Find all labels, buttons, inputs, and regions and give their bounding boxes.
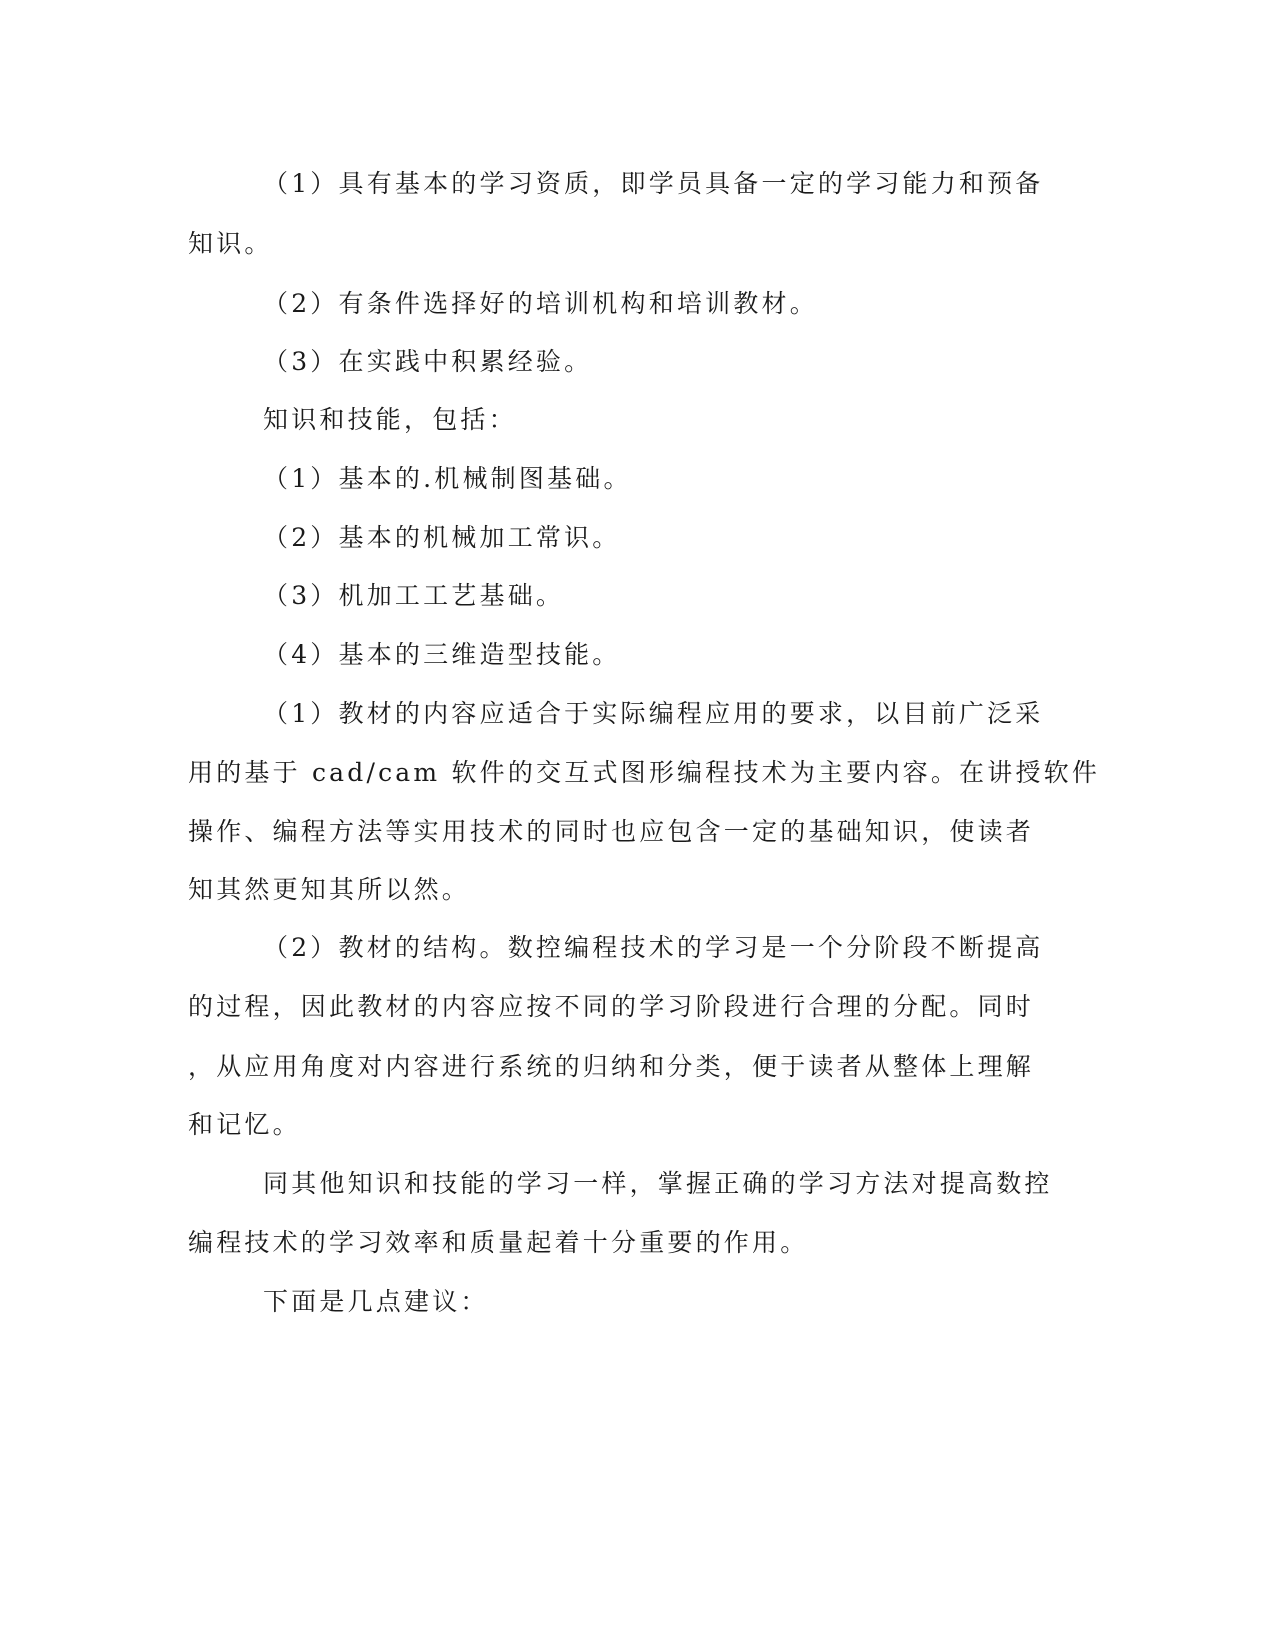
- paragraph-line: 编程技术的学习效率和质量起着十分重要的作用。: [188, 1228, 809, 1257]
- paragraph-line: 知识和技能，包括：: [263, 405, 517, 434]
- paragraph-line: （1）教材的内容应适合于实际编程应用的要求，以目前广泛采: [263, 699, 1044, 728]
- paragraph-line: 知识。: [188, 229, 273, 258]
- paragraph-line: （2）有条件选择好的培训机构和培训教材。: [263, 289, 818, 318]
- paragraph-line: （3）机加工工艺基础。: [263, 581, 565, 610]
- paragraph-line: 知其然更知其所以然。: [188, 875, 471, 904]
- paragraph-line: 用的基于 cad/cam 软件的交互式图形编程技术为主要内容。在讲授软件: [188, 758, 1101, 787]
- paragraph-line: （2）基本的机械加工常识。: [263, 523, 621, 552]
- paragraph-line: 操作、编程方法等实用技术的同时也应包含一定的基础知识，使读者: [188, 817, 1035, 846]
- paragraph-line: （2）教材的结构。数控编程技术的学习是一个分阶段不断提高: [263, 933, 1044, 962]
- paragraph-line: 的过程，因此教材的内容应按不同的学习阶段进行合理的分配。同时: [188, 992, 1035, 1021]
- paragraph-line: 下面是几点建议：: [263, 1287, 489, 1316]
- paragraph-line: （1）基本的.机械制图基础。: [263, 464, 632, 493]
- paragraph-line: 和记忆。: [188, 1110, 301, 1139]
- paragraph-line: （3）在实践中积累经验。: [263, 347, 593, 376]
- paragraph-line: （4）基本的三维造型技能。: [263, 640, 621, 669]
- paragraph-line: （1）具有基本的学习资质，即学员具备一定的学习能力和预备: [263, 169, 1044, 198]
- paragraph-line: ，从应用角度对内容进行系统的归纳和分类，便于读者从整体上理解: [188, 1052, 1035, 1081]
- paragraph-line: 同其他知识和技能的学习一样，掌握正确的学习方法对提高数控: [263, 1169, 1053, 1198]
